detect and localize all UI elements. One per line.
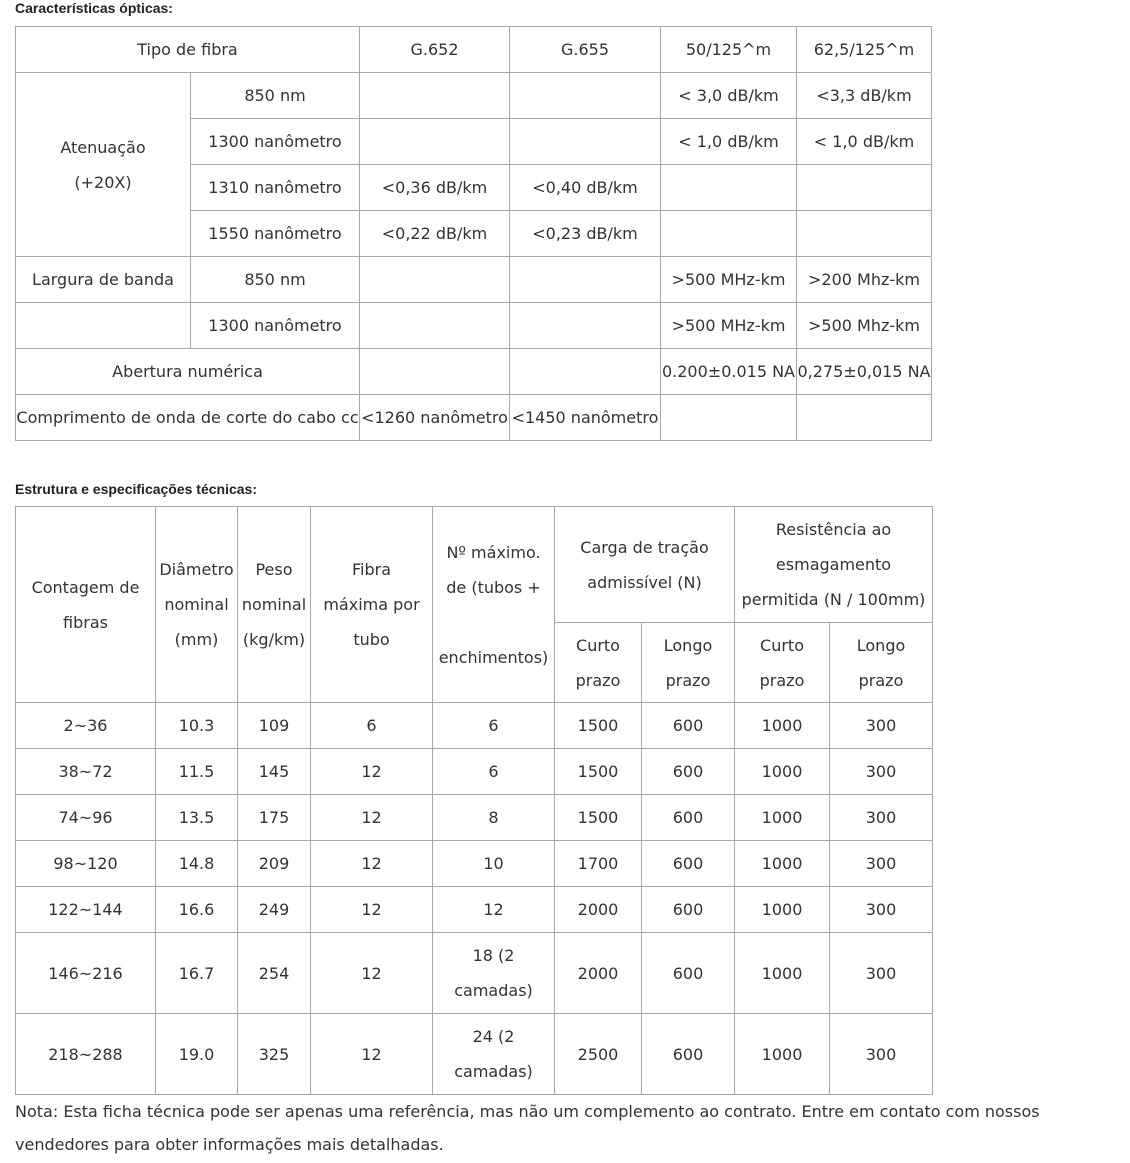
table-cell: < 1,0 dB/km — [797, 119, 932, 165]
table-cell: 122~144 — [16, 887, 156, 933]
cutoff-label: Comprimento de onda de corte do cabo cc — [16, 395, 360, 441]
table-cell — [360, 349, 510, 395]
structure-rows — [16, 703, 933, 1095]
table-cell — [661, 165, 797, 211]
table-cell: 12 — [311, 887, 433, 933]
table-cell — [360, 303, 510, 349]
header-weight: Peso nominal (kg/km) — [238, 507, 311, 703]
table-cell — [797, 211, 932, 257]
table-cell: 300 — [830, 703, 933, 749]
table-cell: 1000 — [735, 749, 830, 795]
table-cell: <0,40 dB/km — [510, 165, 661, 211]
table-cell: 1000 — [735, 887, 830, 933]
table-cell: 2000 — [555, 933, 642, 1014]
header-crush-short: Curto prazo — [735, 623, 830, 703]
table-cell: 1500 — [555, 795, 642, 841]
table-cell: <3,3 dB/km — [797, 73, 932, 119]
table-cell: 12 — [311, 749, 433, 795]
table-cell: 218~288 — [16, 1014, 156, 1095]
optical-heading: Características ópticas: — [15, 0, 173, 16]
wavelength-cell: 1300 nanômetro — [191, 119, 360, 165]
table-cell: <0,22 dB/km — [360, 211, 510, 257]
table-row — [16, 795, 933, 841]
header-tensile-short: Curto prazo — [555, 623, 642, 703]
table-cell: 12 — [311, 933, 433, 1014]
wavelength-cell: 1310 nanômetro — [191, 165, 360, 211]
wavelength-cell: 850 nm — [191, 257, 360, 303]
table-cell: >500 Mhz-km — [797, 303, 932, 349]
table-cell: 1500 — [555, 703, 642, 749]
spacer — [433, 605, 554, 640]
table-cell: >200 Mhz-km — [797, 257, 932, 303]
table-cell: 300 — [830, 841, 933, 887]
header-diameter: Diâmetro nominal (mm) — [156, 507, 238, 703]
table-cell: 600 — [642, 703, 735, 749]
wavelength-cell: 850 nm — [191, 73, 360, 119]
table-row — [16, 703, 933, 749]
table-row — [16, 395, 932, 441]
table-cell: 254 — [238, 933, 311, 1014]
table-cell: 249 — [238, 887, 311, 933]
table-cell: 14.8 — [156, 841, 238, 887]
table-cell: 12 — [311, 1014, 433, 1095]
table-cell: 300 — [830, 749, 933, 795]
table-cell: 600 — [642, 1014, 735, 1095]
table-cell: 209 — [238, 841, 311, 887]
table-cell: <1260 nanômetro — [360, 395, 510, 441]
table-cell: 300 — [830, 933, 933, 1014]
table-cell: 6 — [433, 703, 555, 749]
table-row — [16, 841, 933, 887]
table-cell: 600 — [642, 795, 735, 841]
table-cell: 0,275±0,015 NA — [797, 349, 932, 395]
table-cell — [360, 73, 510, 119]
table-cell: 0.200±0.015 NA — [661, 349, 797, 395]
table-cell: 12 — [311, 795, 433, 841]
wavelength-cell: 1550 nanômetro — [191, 211, 360, 257]
table-cell: 16.7 — [156, 933, 238, 1014]
table-row — [16, 1014, 933, 1095]
table-cell: 11.5 — [156, 749, 238, 795]
header-tensile-long: Longo prazo — [642, 623, 735, 703]
table-cell: < 1,0 dB/km — [661, 119, 797, 165]
table-cell: <1450 nanômetro — [510, 395, 661, 441]
table-cell: <0,23 dB/km — [510, 211, 661, 257]
structure-specs-table — [15, 506, 933, 1095]
numerical-aperture-label: Abertura numérica — [16, 349, 360, 395]
table-cell — [797, 165, 932, 211]
table-cell: 18 (2 camadas) — [433, 933, 555, 1014]
header-50-125: 50/125^m — [661, 27, 797, 73]
table-cell: 300 — [830, 887, 933, 933]
table-cell — [510, 349, 661, 395]
table-cell: < 3,0 dB/km — [661, 73, 797, 119]
table-cell — [360, 119, 510, 165]
table-cell: 8 — [433, 795, 555, 841]
table-header-row — [16, 27, 932, 73]
table-row — [16, 887, 933, 933]
header-crush-resistance: Resistência ao esmagamento permitida (N / 100mm) — [735, 507, 933, 623]
table-cell: 24 (2 camadas) — [433, 1014, 555, 1095]
header-max-tubes-line3: enchimentos) — [438, 647, 549, 667]
disclaimer-note: Nota: Esta ficha técnica pode ser apenas uma referência, mas não um complemento ao contrato. Entre em contato com nossos vendedores para obter informações mais detalhadas. — [15, 1102, 1040, 1154]
table-cell: 146~216 — [16, 933, 156, 1014]
header-fiber-count: Contagem de fibras — [16, 507, 156, 703]
table-cell: 300 — [830, 1014, 933, 1095]
bandwidth-label: Largura de banda — [16, 257, 191, 303]
table-cell: 600 — [642, 887, 735, 933]
header-g652: G.652 — [360, 27, 510, 73]
table-row — [16, 73, 932, 119]
header-fiber-type: Tipo de fibra — [16, 27, 360, 73]
attenuation-label-line1: Atenuação — [60, 137, 146, 157]
header-fibers-per-tube: Fibra máxima por tubo — [311, 507, 433, 703]
table-cell: 300 — [830, 795, 933, 841]
table-cell: 10 — [433, 841, 555, 887]
table-cell: 6 — [311, 703, 433, 749]
table-cell: 12 — [311, 841, 433, 887]
table-cell — [510, 119, 661, 165]
header-62-5-125: 62,5/125^m — [797, 27, 932, 73]
table-cell: 38~72 — [16, 749, 156, 795]
table-cell: 74~96 — [16, 795, 156, 841]
table-cell: 16.6 — [156, 887, 238, 933]
table-cell — [510, 257, 661, 303]
header-max-tubes — [433, 507, 555, 703]
table-cell: 1000 — [735, 703, 830, 749]
table-cell: 109 — [238, 703, 311, 749]
structure-heading: Estrutura e especificações técnicas: — [15, 481, 258, 497]
table-cell: >500 MHz-km — [661, 257, 797, 303]
table-cell: <0,36 dB/km — [360, 165, 510, 211]
table-cell — [661, 211, 797, 257]
table-header-row — [16, 507, 933, 623]
attenuation-label-line2: (+20X) — [74, 172, 132, 192]
table-cell: 6 — [433, 749, 555, 795]
table-cell: 145 — [238, 749, 311, 795]
table-cell: 19.0 — [156, 1014, 238, 1095]
header-g655: G.655 — [510, 27, 661, 73]
table-cell — [661, 395, 797, 441]
table-cell: 600 — [642, 841, 735, 887]
table-cell: 1000 — [735, 933, 830, 1014]
table-cell: 1000 — [735, 795, 830, 841]
table-cell — [16, 303, 191, 349]
table-row — [16, 349, 932, 395]
table-cell: 1700 — [555, 841, 642, 887]
optical-characteristics-table — [15, 26, 932, 441]
table-cell: 325 — [238, 1014, 311, 1095]
header-tensile-load: Carga de tração admissível (N) — [555, 507, 735, 623]
header-crush-long: Longo prazo — [830, 623, 933, 703]
table-cell: >500 MHz-km — [661, 303, 797, 349]
table-cell — [510, 303, 661, 349]
table-cell: 1500 — [555, 749, 642, 795]
table-cell: 175 — [238, 795, 311, 841]
header-max-tubes-line1: Nº máximo. — [446, 542, 541, 562]
table-cell: 98~120 — [16, 841, 156, 887]
table-cell: 600 — [642, 933, 735, 1014]
wavelength-cell: 1300 nanômetro — [191, 303, 360, 349]
header-max-tubes-line2: de (tubos + — [446, 577, 541, 597]
table-row — [16, 303, 932, 349]
attenuation-label — [16, 73, 191, 257]
table-cell: 600 — [642, 749, 735, 795]
table-cell: 1000 — [735, 841, 830, 887]
table-cell: 12 — [433, 887, 555, 933]
table-cell — [360, 257, 510, 303]
table-cell: 10.3 — [156, 703, 238, 749]
table-row — [16, 933, 933, 1014]
table-cell — [797, 395, 932, 441]
table-row — [16, 257, 932, 303]
table-cell: 2~36 — [16, 703, 156, 749]
table-cell: 2500 — [555, 1014, 642, 1095]
table-cell: 1000 — [735, 1014, 830, 1095]
table-cell: 13.5 — [156, 795, 238, 841]
table-cell — [510, 73, 661, 119]
table-row — [16, 749, 933, 795]
table-cell: 2000 — [555, 887, 642, 933]
